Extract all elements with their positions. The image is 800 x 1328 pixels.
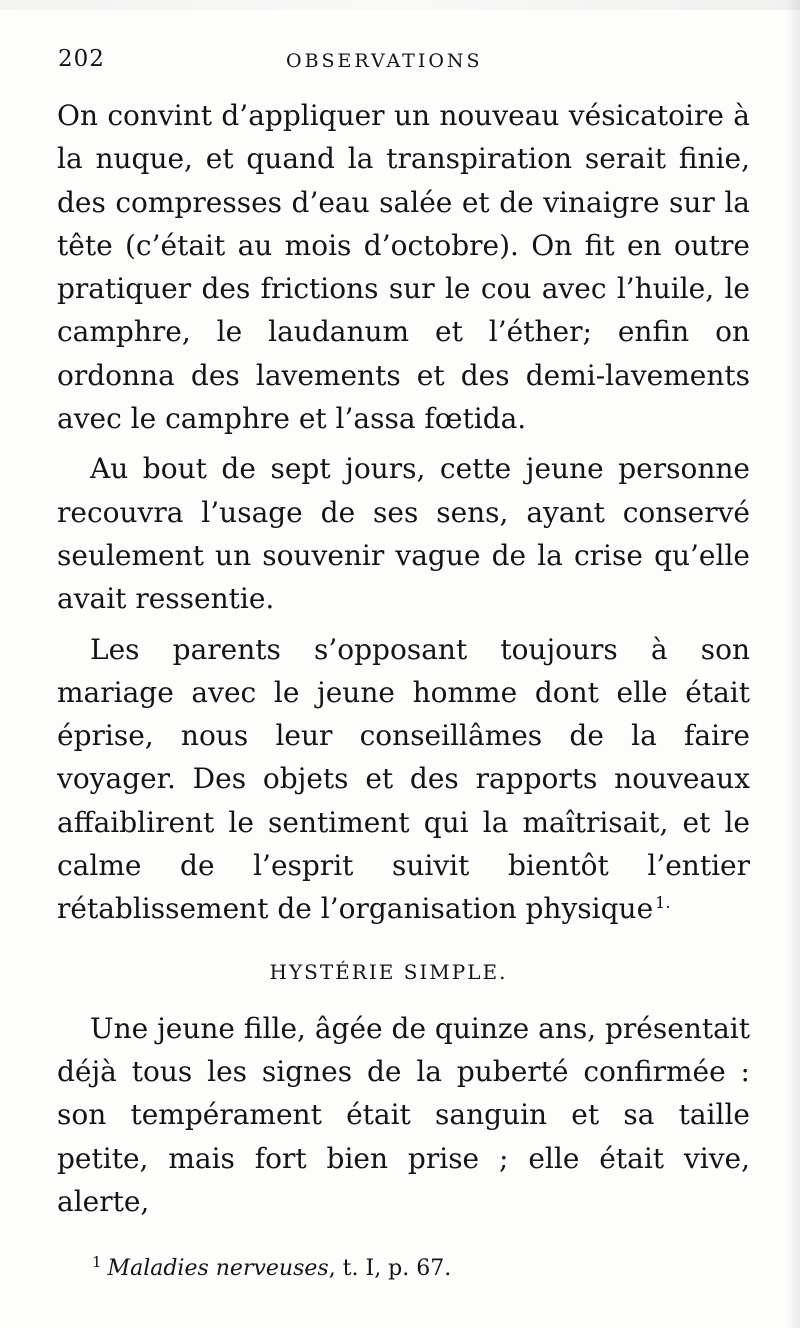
footnote-reference-text: , t. I, p. 67.: [328, 1256, 452, 1281]
section-heading: HYSTÉRIE SIMPLE.: [269, 959, 508, 984]
footnote: [92, 1254, 732, 1284]
paragraph-treatment: On convint d’appliquer un nouveau vésicatoire à la nuque, et quand la transpiration serait finie, des compresses d’eau salée et de vinaigre sur la tête (c’était au mois d’octobre). On fit en outre pratiquer des frictions sur le cou avec l’huile, le camphre, le laudanum et l’éther; enfin on ordonna des lavements et des demi-lavements avec le camphre et l’assa fœtida.: [57, 99, 750, 436]
footnote-title: Maladies nerveuses: [107, 1256, 329, 1281]
page-header: [58, 46, 748, 80]
page-number: 202: [58, 46, 105, 72]
paragraph-parents: [57, 628, 750, 931]
paragraph-parents-text: Les parents s’opposant toujours à son mariage avec le jeune homme dont elle était éprise, nous leur conseillâmes de la faire voyager. Des objets et des rapports nouveaux affaiblirent le sentiment qui la maîtrisait, et le calme de l’esprit suivit bientôt l’entier rétablissement de l’organisation physique: [57, 632, 750, 926]
paragraph-case: Une jeune fille, âgée de quinze ans, présentait déjà tous les signes de la puberté confirmée : son tempérament était sanguin et sa taille petite, mais fort bien prise ; elle était vive, alerte,: [57, 1011, 750, 1218]
page-edge-shadow: [786, 0, 800, 1328]
main-text: [57, 94, 750, 1223]
footnote-marker: 1: [92, 1252, 102, 1271]
paragraph-recovery: Au bout de sept jours, cette jeune personne recouvra l’usage de ses sens, ayant conservé seulement un souvenir vague de la crise qu’elle avait ressentie.: [57, 452, 750, 616]
running-head: OBSERVATIONS: [286, 50, 483, 72]
page-top-shadow: [0, 0, 800, 10]
footnote-reference: 1.: [655, 893, 671, 913]
